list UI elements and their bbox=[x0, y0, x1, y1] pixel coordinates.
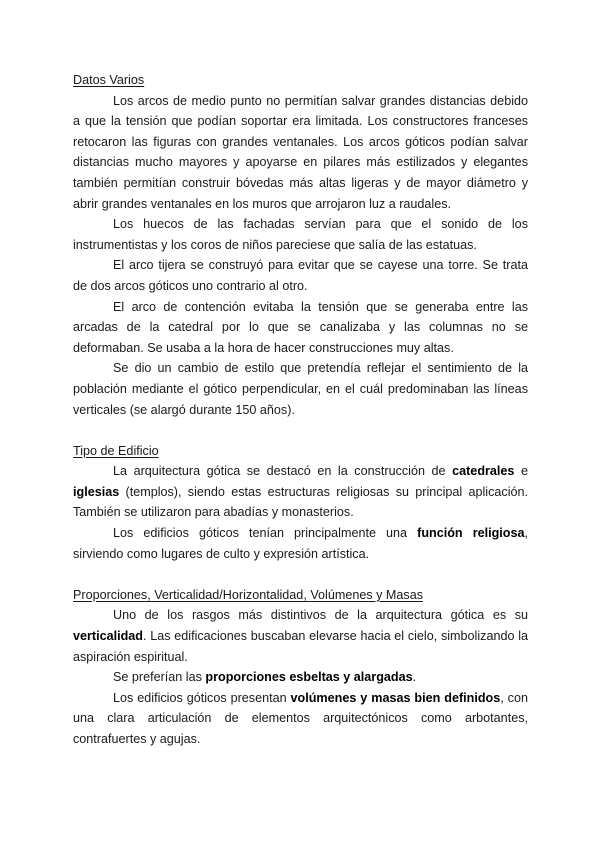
text-run: , con una clara articulación de elementos arquitectónicos como arbotantes, contrafuertes y agujas. bbox=[73, 690, 528, 746]
paragraph bbox=[73, 91, 528, 215]
text-run: Se preferían las bbox=[113, 670, 206, 685]
text-run: . Las edificaciones buscaban elevarse hacia el cielo, simbolizando la aspiración espiritual. bbox=[73, 629, 528, 664]
text-run: Los edificios góticos tenían principalmente una bbox=[113, 526, 418, 541]
bold-term: verticalidad bbox=[73, 629, 143, 644]
text-run: (templos), siendo estas estructuras religiosas su principal aplicación. También se utilizaron para abadías y monasterios. bbox=[73, 484, 528, 520]
text-run: Los arcos de medio punto no permitían salvar grandes distancias debido a que la tensión que podían soportar era limitada. Los constructores franceses retocaron las figuras con grandes ventanales. Los arcos góticos podían salvar distancias mucho mayores y apoyarse en pilares más estilizados y elegantes también permitían construir bóvedas más altas ligeras y de mayor diámetro y abrir grandes ventanales en los muros que arrojaron luz a raudales. bbox=[73, 93, 528, 211]
paragraph bbox=[73, 605, 528, 667]
text-run: , sirviendo como lugares de culto y expresión artística. bbox=[73, 526, 528, 561]
bold-term: iglesias bbox=[73, 484, 120, 499]
section-heading: Datos Varios bbox=[73, 73, 145, 87]
paragraph bbox=[73, 523, 528, 564]
paragraph bbox=[73, 255, 528, 296]
section-proporciones bbox=[73, 585, 528, 750]
paragraph bbox=[73, 297, 528, 359]
bold-term: proporciones esbeltas y alargadas bbox=[205, 670, 413, 685]
text-run: e bbox=[514, 464, 528, 479]
text-run: El arco tijera se construyó para evitar que se cayese una torre. Se trata de dos arcos góticos uno contrario al otro. bbox=[73, 258, 528, 293]
text-run: Se dio un cambio de estilo que pretendía reflejar el sentimiento de la población mediante el gótico perpendicular, en el cuál predominaban las líneas verticales (se alargó durante 150 años). bbox=[73, 361, 528, 417]
text-run: El arco de contención evitaba la tensión que se generaba entre las arcadas de la catedral por lo que se canalizaba y las columnas no se deformaban. Se usaba a la hora de hacer construcciones muy altas. bbox=[73, 299, 528, 355]
text-run: Los huecos de las fachadas servían para que el sonido de los instrumentistas y los coros de niños pareciese que salía de las estatuas. bbox=[73, 217, 528, 252]
section-datos-varios bbox=[73, 70, 528, 420]
section-heading: Tipo de Edificio bbox=[73, 443, 159, 458]
bold-term: volúmenes y masas bien definidos bbox=[290, 690, 501, 705]
paragraph bbox=[73, 667, 528, 688]
text-run: . bbox=[412, 670, 417, 685]
text-run: La arquitectura gótica se destacó en la construcción de bbox=[113, 464, 453, 479]
section-tipo-de-edificio bbox=[73, 441, 528, 565]
bold-term: catedrales bbox=[452, 464, 515, 479]
paragraph bbox=[73, 358, 528, 420]
text-run: Uno de los rasgos más distintivos de la arquitectura gótica es su bbox=[113, 608, 528, 623]
section-heading: Proporciones, Verticalidad/Horizontalidad, Volúmenes y Masas bbox=[73, 587, 424, 602]
bold-term: función religiosa bbox=[417, 526, 525, 541]
paragraph bbox=[73, 461, 528, 523]
paragraph bbox=[73, 214, 528, 255]
paragraph bbox=[73, 688, 528, 750]
document-body bbox=[73, 70, 528, 750]
text-run: Los edificios góticos presentan bbox=[113, 690, 291, 705]
